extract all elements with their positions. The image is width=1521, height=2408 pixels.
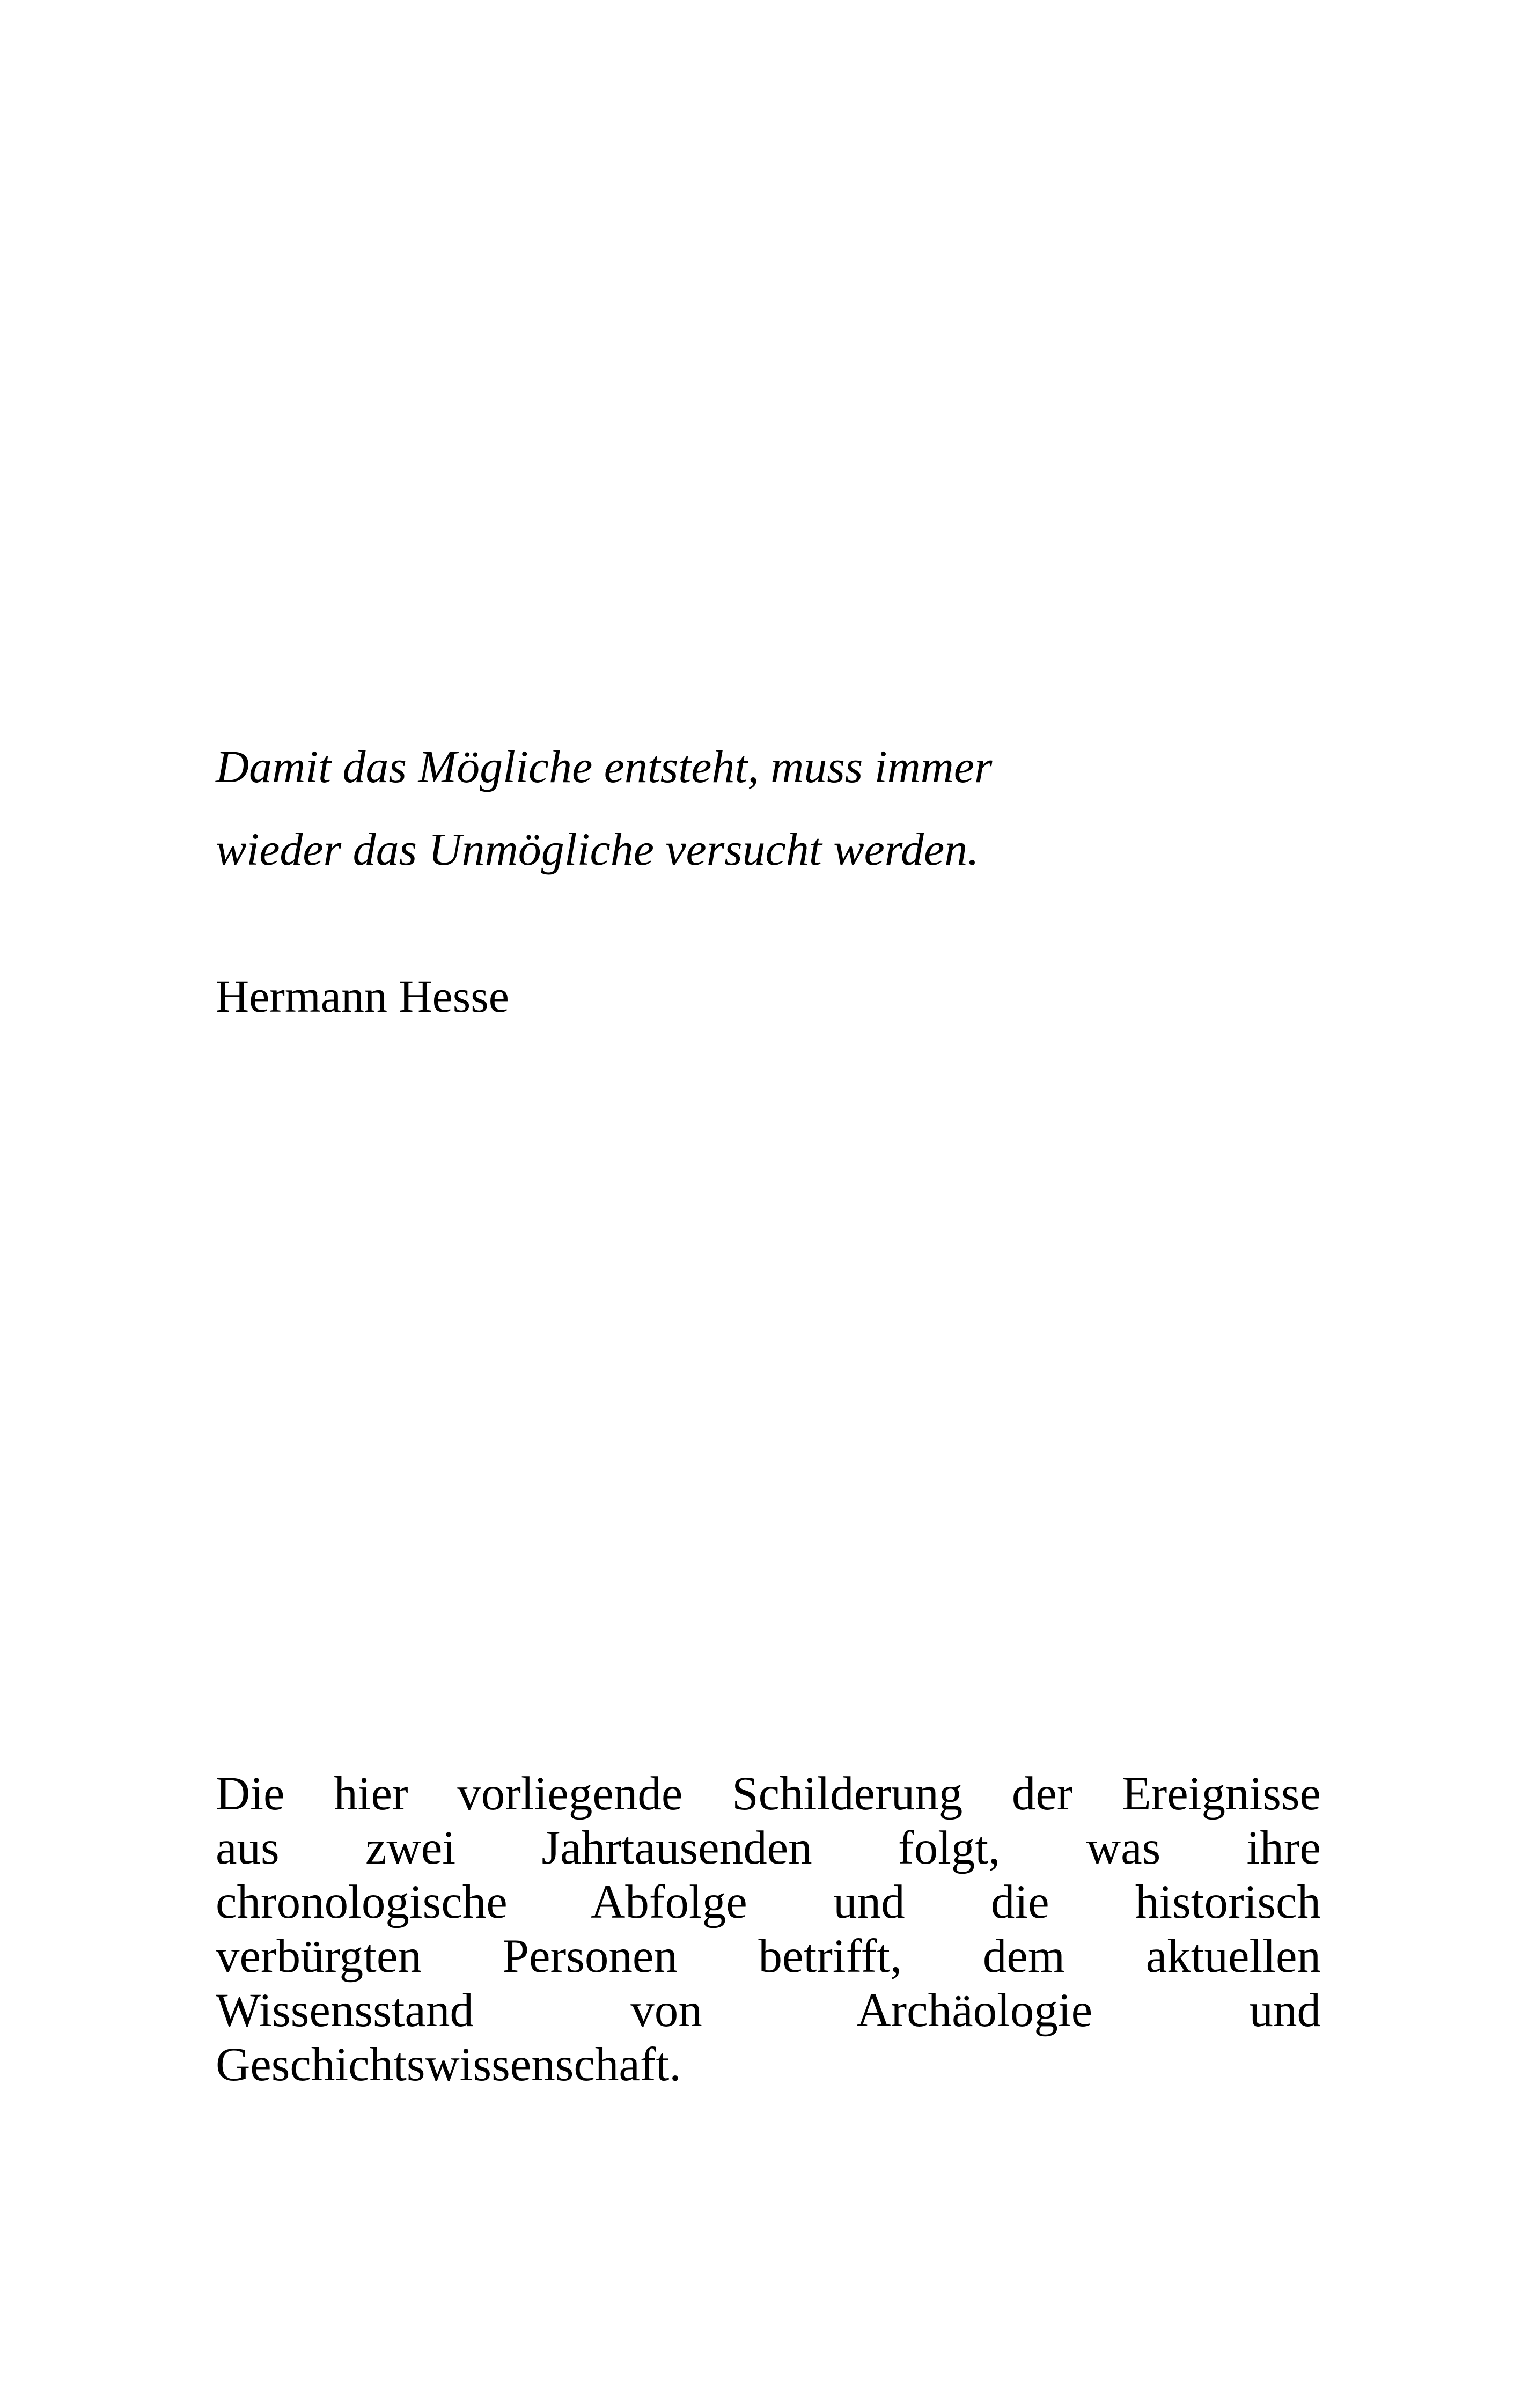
historical-disclaimer [216, 1767, 1321, 2092]
disclaimer-line: chronologische Abfolge und die historisch [216, 1876, 1321, 1928]
disclaimer-line: Wissensstand von Archäologie und [216, 1984, 1321, 2037]
epigraph [216, 725, 1321, 1026]
epigraph-quote-line: wieder das Unmögliche versucht werden. [216, 823, 979, 875]
disclaimer-line: Geschichtswissenschaft. [216, 2038, 681, 2091]
disclaimer-line: verbürgten Personen betrifft, dem aktuellen [216, 1930, 1321, 1983]
epigraph-quote-line: Damit das Mögliche entsteht, muss immer [216, 741, 993, 792]
disclaimer-line: aus zwei Jahrtausenden folgt, was ihre [216, 1822, 1321, 1874]
disclaimer-line: Die hier vorliegende Schilderung der Ereignisse [216, 1768, 1321, 1820]
epigraph-author: Hermann Hesse [216, 970, 509, 1022]
